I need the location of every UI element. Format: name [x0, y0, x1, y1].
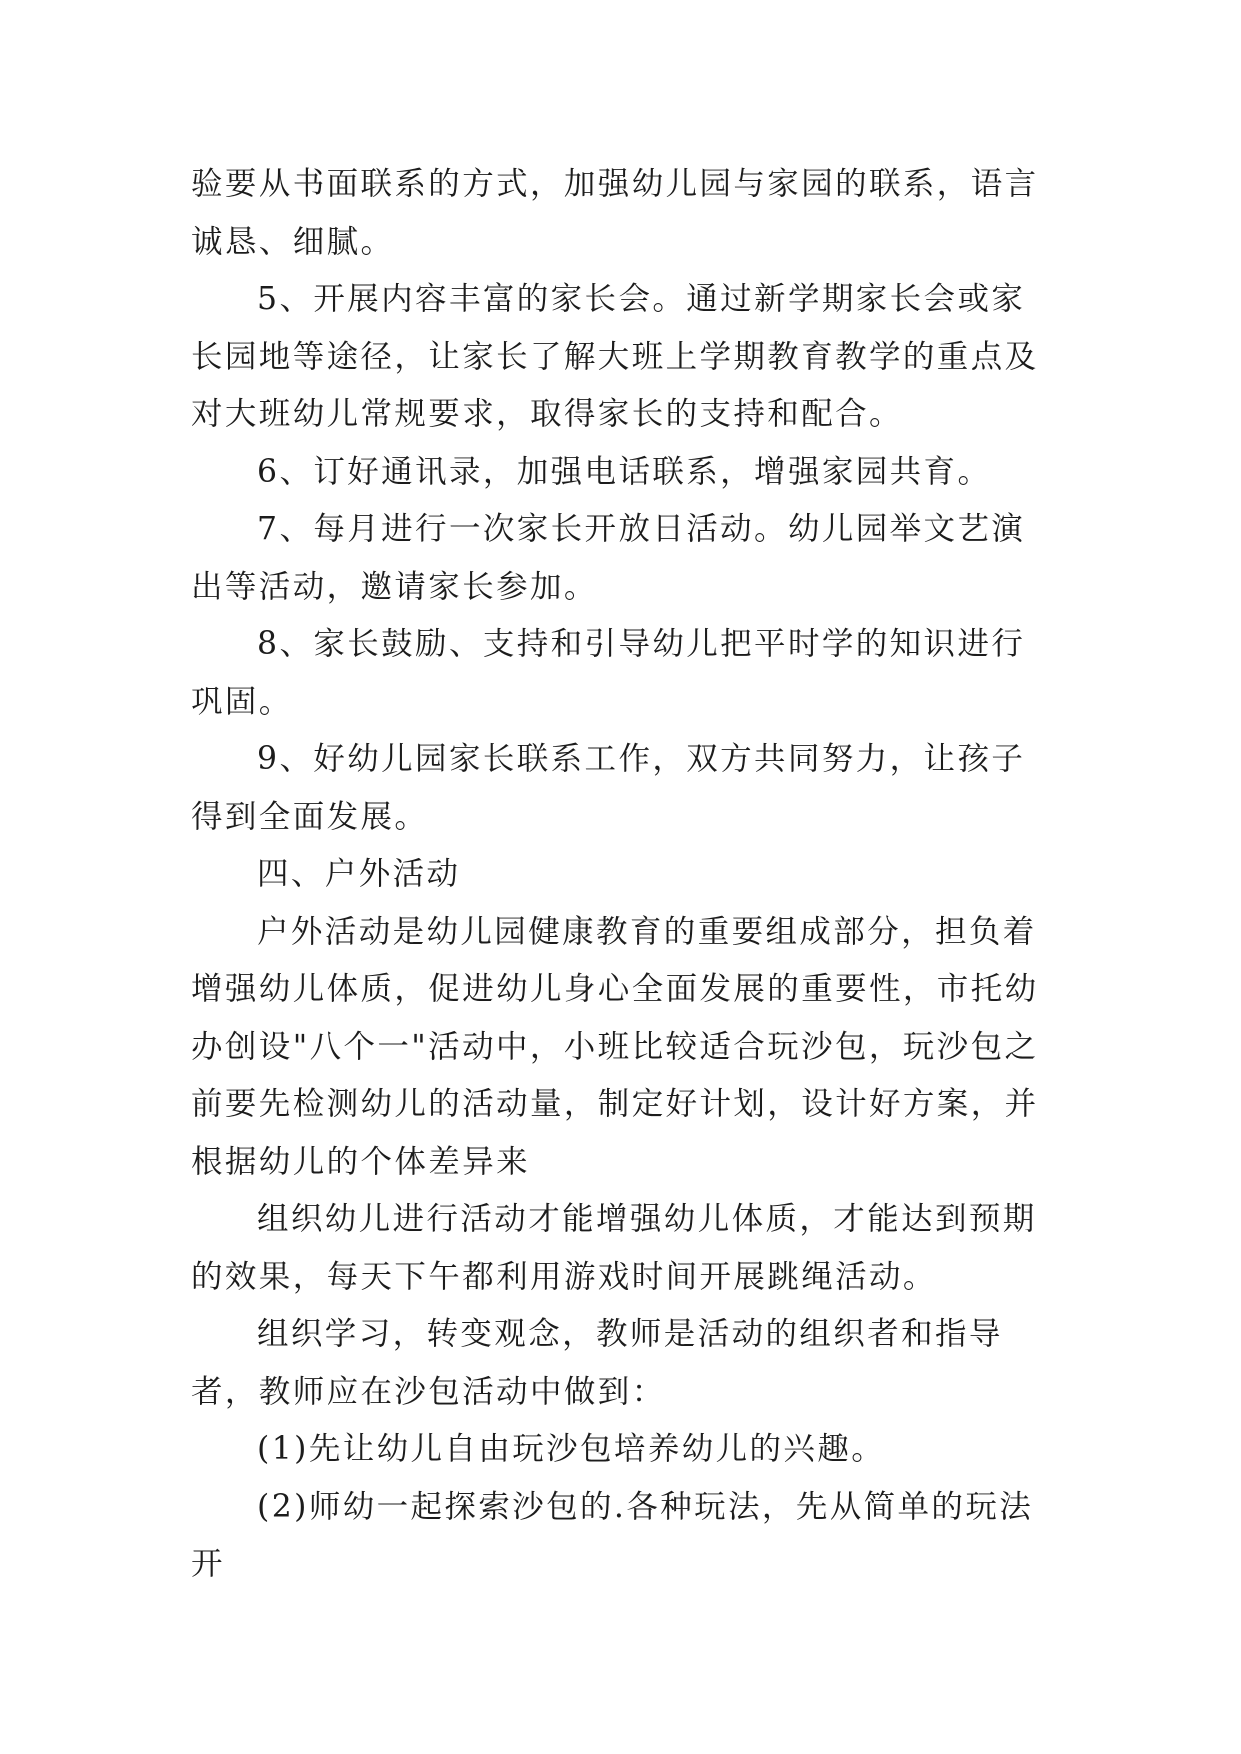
paragraph-outdoor-organize: 组织幼儿进行活动才能增强幼儿体质，才能达到预期的效果，每天下午都利用游戏时间开展跳绳活动。 — [191, 1201, 1037, 1295]
list-item-1: (1)先让幼儿自由玩沙包培养幼儿的兴趣。 — [257, 1431, 886, 1467]
paragraph-item-8: 8、家长鼓励、支持和引导幼儿把平时学的知识进行巩固。 — [191, 626, 1026, 720]
paragraph-item-7: 7、每月进行一次家长开放日活动。幼儿园举文艺演出等活动，邀请家长参加。 — [191, 511, 1026, 605]
section-heading: 四、户外活动 — [257, 856, 461, 892]
paragraph-outdoor-intro: 户外活动是幼儿园健康教育的重要组成部分，担负着增强幼儿体质，促进幼儿身心全面发展的重要性，市托幼办创设"八个一"活动中，小班比较适合玩沙包，玩沙包之前要先检测幼儿的活动量，制定好计划，设计好方案，并根据幼儿的个体差异来 — [191, 913, 1039, 1180]
paragraph-study: 组织学习，转变观念，教师是活动的组织者和指导者，教师应在沙包活动中做到： — [191, 1316, 1003, 1410]
paragraph-continuation: 验要从书面联系的方式，加强幼儿园与家园的联系，语言诚恳、细腻。 — [191, 166, 1039, 260]
paragraph-item-5: 5、开展内容丰富的家长会。通过新学期家长会或家长园地等途径，让家长了解大班上学期教育教学的重点及对大班幼儿常规要求，取得家长的支持和配合。 — [191, 281, 1039, 432]
paragraph-item-6: 6、订好通讯录，加强电话联系，增强家园共育。 — [257, 453, 992, 490]
paragraph-item-9: 9、好幼儿园家长联系工作，双方共同努力，让孩子得到全面发展。 — [191, 741, 1026, 835]
list-item-2: (2)师幼一起探索沙包的.各种玩法，先从简单的玩法开 — [191, 1488, 1034, 1582]
document-body — [191, 156, 1049, 1594]
